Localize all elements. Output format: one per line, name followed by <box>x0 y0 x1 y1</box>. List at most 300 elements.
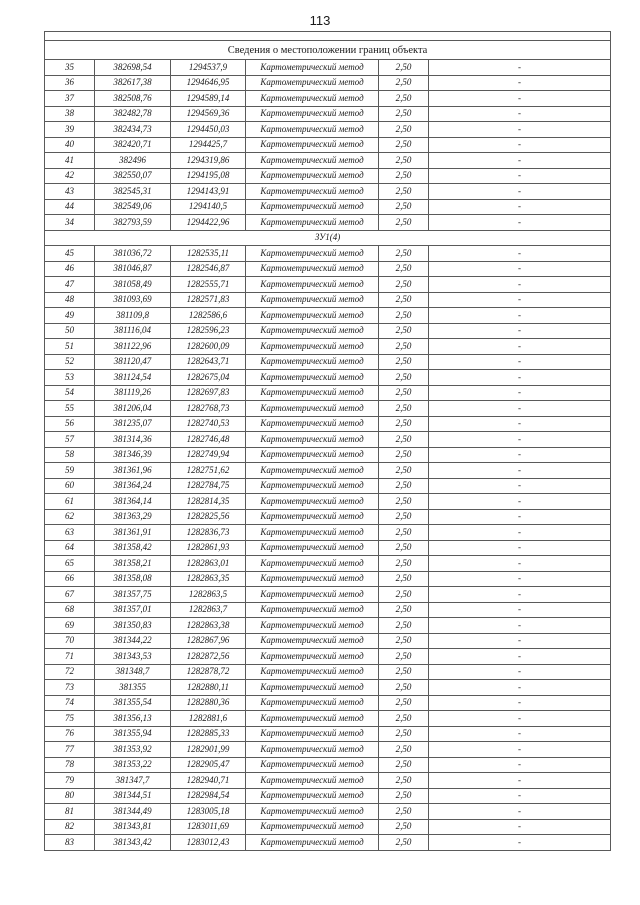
point-number: 40 <box>45 137 95 153</box>
note-cell: - <box>429 339 611 355</box>
method-cell: Картометрический метод <box>246 370 379 386</box>
method-cell: Картометрический метод <box>246 447 379 463</box>
table-row <box>45 680 611 696</box>
method-cell: Картометрический метод <box>246 649 379 665</box>
coordinate-x: 381093,69 <box>95 292 171 308</box>
note-cell: - <box>429 494 611 510</box>
coordinate-x: 381116,04 <box>95 323 171 339</box>
table-top-bar <box>45 32 611 41</box>
method-cell: Картометрический метод <box>246 199 379 215</box>
method-cell: Картометрический метод <box>246 401 379 417</box>
table-row <box>45 106 611 122</box>
table-row <box>45 416 611 432</box>
coordinate-x: 381357,75 <box>95 587 171 603</box>
table-row <box>45 122 611 138</box>
point-number: 57 <box>45 432 95 448</box>
table-row <box>45 773 611 789</box>
point-number: 63 <box>45 525 95 541</box>
method-cell: Картометрический метод <box>246 695 379 711</box>
point-number: 46 <box>45 261 95 277</box>
table-row <box>45 509 611 525</box>
method-cell: Картометрический метод <box>246 618 379 634</box>
coordinate-x: 381046,87 <box>95 261 171 277</box>
point-number: 59 <box>45 463 95 479</box>
point-number: 52 <box>45 354 95 370</box>
accuracy-cell: 2,50 <box>379 478 429 494</box>
accuracy-cell: 2,50 <box>379 556 429 572</box>
note-cell: - <box>429 199 611 215</box>
coordinate-y: 1282880,36 <box>171 695 246 711</box>
note-cell: - <box>429 323 611 339</box>
point-number: 39 <box>45 122 95 138</box>
table-title-row <box>45 41 611 60</box>
point-number: 71 <box>45 649 95 665</box>
table-row <box>45 308 611 324</box>
note-cell: - <box>429 292 611 308</box>
coordinate-y: 1282643,71 <box>171 354 246 370</box>
table-row <box>45 91 611 107</box>
accuracy-cell: 2,50 <box>379 153 429 169</box>
coordinate-y: 1283012,43 <box>171 835 246 851</box>
accuracy-cell: 2,50 <box>379 463 429 479</box>
note-cell: - <box>429 757 611 773</box>
accuracy-cell: 2,50 <box>379 788 429 804</box>
table-body <box>45 32 611 851</box>
note-cell: - <box>429 432 611 448</box>
note-cell: - <box>429 246 611 262</box>
table-row <box>45 804 611 820</box>
accuracy-cell: 2,50 <box>379 711 429 727</box>
note-cell: - <box>429 75 611 91</box>
accuracy-cell: 2,50 <box>379 60 429 76</box>
coordinate-x: 381343,81 <box>95 819 171 835</box>
accuracy-cell: 2,50 <box>379 494 429 510</box>
coordinate-x: 381357,01 <box>95 602 171 618</box>
point-number: 44 <box>45 199 95 215</box>
note-cell: - <box>429 726 611 742</box>
note-cell: - <box>429 153 611 169</box>
coordinate-y: 1282901,99 <box>171 742 246 758</box>
method-cell: Картометрический метод <box>246 788 379 804</box>
accuracy-cell: 2,50 <box>379 323 429 339</box>
coordinate-y: 1294537,9 <box>171 60 246 76</box>
method-cell: Картометрический метод <box>246 308 379 324</box>
note-cell: - <box>429 168 611 184</box>
table-row <box>45 726 611 742</box>
method-cell: Картометрический метод <box>246 804 379 820</box>
accuracy-cell: 2,50 <box>379 416 429 432</box>
coordinate-y: 1294422,96 <box>171 215 246 231</box>
point-number: 50 <box>45 323 95 339</box>
coordinate-y: 1282867,96 <box>171 633 246 649</box>
note-cell: - <box>429 711 611 727</box>
method-cell: Картометрический метод <box>246 540 379 556</box>
method-cell: Картометрический метод <box>246 354 379 370</box>
coordinate-x: 381355,54 <box>95 695 171 711</box>
coordinate-x: 381363,29 <box>95 509 171 525</box>
note-cell: - <box>429 525 611 541</box>
coordinate-y: 1282746,48 <box>171 432 246 448</box>
coordinate-x: 381124,54 <box>95 370 171 386</box>
accuracy-cell: 2,50 <box>379 168 429 184</box>
table-row <box>45 292 611 308</box>
coordinate-x: 381344,51 <box>95 788 171 804</box>
method-cell: Картометрический метод <box>246 75 379 91</box>
coordinate-y: 1283011,69 <box>171 819 246 835</box>
coordinate-x: 381122,96 <box>95 339 171 355</box>
method-cell: Картометрический метод <box>246 106 379 122</box>
point-number: 49 <box>45 308 95 324</box>
accuracy-cell: 2,50 <box>379 618 429 634</box>
table-row <box>45 819 611 835</box>
coordinate-y: 1294319,86 <box>171 153 246 169</box>
method-cell: Картометрический метод <box>246 494 379 510</box>
coordinate-x: 382698,54 <box>95 60 171 76</box>
method-cell: Картометрический метод <box>246 478 379 494</box>
point-number: 73 <box>45 680 95 696</box>
method-cell: Картометрический метод <box>246 184 379 200</box>
point-number: 69 <box>45 618 95 634</box>
method-cell: Картометрический метод <box>246 323 379 339</box>
accuracy-cell: 2,50 <box>379 215 429 231</box>
point-number: 34 <box>45 215 95 231</box>
method-cell: Картометрический метод <box>246 711 379 727</box>
boundary-table-sheet <box>44 31 610 851</box>
note-cell: - <box>429 261 611 277</box>
point-number: 51 <box>45 339 95 355</box>
coordinate-y: 1294569,36 <box>171 106 246 122</box>
coordinate-x: 382617,38 <box>95 75 171 91</box>
table-row <box>45 478 611 494</box>
coordinate-y: 1294195,08 <box>171 168 246 184</box>
note-cell: - <box>429 463 611 479</box>
point-number: 75 <box>45 711 95 727</box>
coordinate-y: 1282885,33 <box>171 726 246 742</box>
accuracy-cell: 2,50 <box>379 571 429 587</box>
point-number: 43 <box>45 184 95 200</box>
coordinate-x: 382545,31 <box>95 184 171 200</box>
accuracy-cell: 2,50 <box>379 633 429 649</box>
point-number: 70 <box>45 633 95 649</box>
coordinate-x: 381036,72 <box>95 246 171 262</box>
note-cell: - <box>429 137 611 153</box>
table-row <box>45 60 611 76</box>
accuracy-cell: 2,50 <box>379 525 429 541</box>
note-cell: - <box>429 401 611 417</box>
point-number: 54 <box>45 385 95 401</box>
note-cell: - <box>429 184 611 200</box>
point-number: 37 <box>45 91 95 107</box>
table-row <box>45 571 611 587</box>
coordinate-y: 1282863,01 <box>171 556 246 572</box>
method-cell: Картометрический метод <box>246 168 379 184</box>
accuracy-cell: 2,50 <box>379 695 429 711</box>
section-label: ЗУ1(4) <box>45 230 611 246</box>
table-row <box>45 137 611 153</box>
method-cell: Картометрический метод <box>246 773 379 789</box>
table-row <box>45 525 611 541</box>
accuracy-cell: 2,50 <box>379 447 429 463</box>
point-number: 35 <box>45 60 95 76</box>
point-number: 78 <box>45 757 95 773</box>
note-cell: - <box>429 788 611 804</box>
point-number: 58 <box>45 447 95 463</box>
note-cell: - <box>429 370 611 386</box>
coordinate-x: 381350,83 <box>95 618 171 634</box>
coordinate-x: 381206,04 <box>95 401 171 417</box>
section-row <box>45 230 611 246</box>
method-cell: Картометрический метод <box>246 509 379 525</box>
coordinate-x: 382420,71 <box>95 137 171 153</box>
coordinate-y: 1282863,7 <box>171 602 246 618</box>
coordinate-y: 1282905,47 <box>171 757 246 773</box>
page-number: 113 <box>309 13 331 28</box>
accuracy-cell: 2,50 <box>379 246 429 262</box>
coordinate-y: 1282940,71 <box>171 773 246 789</box>
accuracy-cell: 2,50 <box>379 354 429 370</box>
table-row <box>45 463 611 479</box>
point-number: 55 <box>45 401 95 417</box>
coordinate-x: 381058,49 <box>95 277 171 293</box>
note-cell: - <box>429 633 611 649</box>
coordinate-y: 1294450,03 <box>171 122 246 138</box>
note-cell: - <box>429 835 611 851</box>
note-cell: - <box>429 773 611 789</box>
point-number: 36 <box>45 75 95 91</box>
table-row <box>45 75 611 91</box>
accuracy-cell: 2,50 <box>379 137 429 153</box>
point-number: 83 <box>45 835 95 851</box>
method-cell: Картометрический метод <box>246 137 379 153</box>
accuracy-cell: 2,50 <box>379 339 429 355</box>
method-cell: Картометрический метод <box>246 633 379 649</box>
accuracy-cell: 2,50 <box>379 370 429 386</box>
method-cell: Картометрический метод <box>246 432 379 448</box>
note-cell: - <box>429 354 611 370</box>
method-cell: Картометрический метод <box>246 835 379 851</box>
accuracy-cell: 2,50 <box>379 75 429 91</box>
accuracy-cell: 2,50 <box>379 664 429 680</box>
coordinate-y: 1282863,35 <box>171 571 246 587</box>
method-cell: Картометрический метод <box>246 556 379 572</box>
coordinate-x: 381355,94 <box>95 726 171 742</box>
coordinate-y: 1282535,11 <box>171 246 246 262</box>
point-number: 65 <box>45 556 95 572</box>
coordinate-x: 381355 <box>95 680 171 696</box>
point-number: 38 <box>45 106 95 122</box>
accuracy-cell: 2,50 <box>379 726 429 742</box>
coordinate-x: 381358,21 <box>95 556 171 572</box>
top-bar-cell <box>45 32 611 41</box>
coordinate-x: 381364,24 <box>95 478 171 494</box>
point-number: 62 <box>45 509 95 525</box>
coordinate-x: 382434,73 <box>95 122 171 138</box>
note-cell: - <box>429 308 611 324</box>
point-number: 47 <box>45 277 95 293</box>
note-cell: - <box>429 602 611 618</box>
table-row <box>45 587 611 603</box>
method-cell: Картометрический метод <box>246 153 379 169</box>
coordinate-x: 381314,36 <box>95 432 171 448</box>
method-cell: Картометрический метод <box>246 215 379 231</box>
method-cell: Картометрический метод <box>246 742 379 758</box>
method-cell: Картометрический метод <box>246 587 379 603</box>
note-cell: - <box>429 649 611 665</box>
method-cell: Картометрический метод <box>246 416 379 432</box>
method-cell: Картометрический метод <box>246 602 379 618</box>
coordinate-y: 1282825,56 <box>171 509 246 525</box>
point-number: 80 <box>45 788 95 804</box>
point-number: 66 <box>45 571 95 587</box>
table-row <box>45 385 611 401</box>
coordinate-x: 381119,26 <box>95 385 171 401</box>
table-row <box>45 215 611 231</box>
table-row <box>45 323 611 339</box>
table-row <box>45 401 611 417</box>
coordinate-y: 1282675,04 <box>171 370 246 386</box>
note-cell: - <box>429 664 611 680</box>
coordinate-y: 1282863,5 <box>171 587 246 603</box>
accuracy-cell: 2,50 <box>379 804 429 820</box>
point-number: 61 <box>45 494 95 510</box>
method-cell: Картометрический метод <box>246 664 379 680</box>
method-cell: Картометрический метод <box>246 261 379 277</box>
coordinate-x: 381348,7 <box>95 664 171 680</box>
accuracy-cell: 2,50 <box>379 91 429 107</box>
coordinate-y: 1282784,75 <box>171 478 246 494</box>
accuracy-cell: 2,50 <box>379 277 429 293</box>
point-number: 72 <box>45 664 95 680</box>
table-row <box>45 711 611 727</box>
coordinate-y: 1282749,94 <box>171 447 246 463</box>
table-row <box>45 339 611 355</box>
table-row <box>45 742 611 758</box>
method-cell: Картометрический метод <box>246 525 379 541</box>
point-number: 53 <box>45 370 95 386</box>
point-number: 76 <box>45 726 95 742</box>
note-cell: - <box>429 122 611 138</box>
accuracy-cell: 2,50 <box>379 649 429 665</box>
method-cell: Картометрический метод <box>246 246 379 262</box>
point-number: 48 <box>45 292 95 308</box>
note-cell: - <box>429 416 611 432</box>
table-row <box>45 184 611 200</box>
coordinate-x: 382793,59 <box>95 215 171 231</box>
note-cell: - <box>429 804 611 820</box>
table-row <box>45 835 611 851</box>
coordinate-y: 1282872,56 <box>171 649 246 665</box>
coordinate-x: 381358,42 <box>95 540 171 556</box>
point-number: 68 <box>45 602 95 618</box>
table-row <box>45 695 611 711</box>
method-cell: Картометрический метод <box>246 122 379 138</box>
coordinate-y: 1282836,73 <box>171 525 246 541</box>
accuracy-cell: 2,50 <box>379 742 429 758</box>
coordinate-x: 381120,47 <box>95 354 171 370</box>
note-cell: - <box>429 695 611 711</box>
coordinate-x: 381343,53 <box>95 649 171 665</box>
note-cell: - <box>429 571 611 587</box>
method-cell: Картометрический метод <box>246 757 379 773</box>
table-row <box>45 664 611 680</box>
accuracy-cell: 2,50 <box>379 757 429 773</box>
note-cell: - <box>429 742 611 758</box>
table-row <box>45 354 611 370</box>
coordinate-x: 381361,96 <box>95 463 171 479</box>
accuracy-cell: 2,50 <box>379 122 429 138</box>
coordinate-x: 382482,78 <box>95 106 171 122</box>
coordinate-y: 1282571,83 <box>171 292 246 308</box>
coordinate-x: 382496 <box>95 153 171 169</box>
note-cell: - <box>429 556 611 572</box>
coordinate-y: 1282863,38 <box>171 618 246 634</box>
method-cell: Картометрический метод <box>246 819 379 835</box>
table-row <box>45 556 611 572</box>
coordinate-x: 381109,8 <box>95 308 171 324</box>
coordinate-y: 1294143,91 <box>171 184 246 200</box>
coordinate-y: 1282751,62 <box>171 463 246 479</box>
coordinate-y: 1282881,6 <box>171 711 246 727</box>
accuracy-cell: 2,50 <box>379 835 429 851</box>
coordinate-y: 1282600,09 <box>171 339 246 355</box>
accuracy-cell: 2,50 <box>379 199 429 215</box>
coordinate-x: 381361,91 <box>95 525 171 541</box>
coordinate-x: 381344,22 <box>95 633 171 649</box>
coordinate-x: 382550,07 <box>95 168 171 184</box>
coordinate-y: 1282814,35 <box>171 494 246 510</box>
note-cell: - <box>429 819 611 835</box>
coordinate-x: 381358,08 <box>95 571 171 587</box>
coordinate-x: 381343,42 <box>95 835 171 851</box>
note-cell: - <box>429 447 611 463</box>
method-cell: Картометрический метод <box>246 571 379 587</box>
coordinate-y: 1282586,6 <box>171 308 246 324</box>
method-cell: Картометрический метод <box>246 292 379 308</box>
coordinate-y: 1282740,53 <box>171 416 246 432</box>
accuracy-cell: 2,50 <box>379 184 429 200</box>
coordinate-y: 1282878,72 <box>171 664 246 680</box>
note-cell: - <box>429 215 611 231</box>
coordinate-x: 381344,49 <box>95 804 171 820</box>
accuracy-cell: 2,50 <box>379 587 429 603</box>
point-number: 81 <box>45 804 95 820</box>
coordinate-y: 1282861,93 <box>171 540 246 556</box>
table-row <box>45 246 611 262</box>
note-cell: - <box>429 540 611 556</box>
point-number: 45 <box>45 246 95 262</box>
note-cell: - <box>429 587 611 603</box>
accuracy-cell: 2,50 <box>379 261 429 277</box>
point-number: 56 <box>45 416 95 432</box>
coordinate-y: 1294589,14 <box>171 91 246 107</box>
accuracy-cell: 2,50 <box>379 680 429 696</box>
table-row <box>45 261 611 277</box>
table-row <box>45 153 611 169</box>
table-row <box>45 540 611 556</box>
method-cell: Картометрический метод <box>246 385 379 401</box>
table-row <box>45 432 611 448</box>
table-row <box>45 618 611 634</box>
point-number: 41 <box>45 153 95 169</box>
point-number: 79 <box>45 773 95 789</box>
coordinate-x: 381353,92 <box>95 742 171 758</box>
note-cell: - <box>429 618 611 634</box>
coordinate-x: 382508,76 <box>95 91 171 107</box>
accuracy-cell: 2,50 <box>379 432 429 448</box>
note-cell: - <box>429 509 611 525</box>
coordinate-y: 1282596,23 <box>171 323 246 339</box>
method-cell: Картометрический метод <box>246 463 379 479</box>
